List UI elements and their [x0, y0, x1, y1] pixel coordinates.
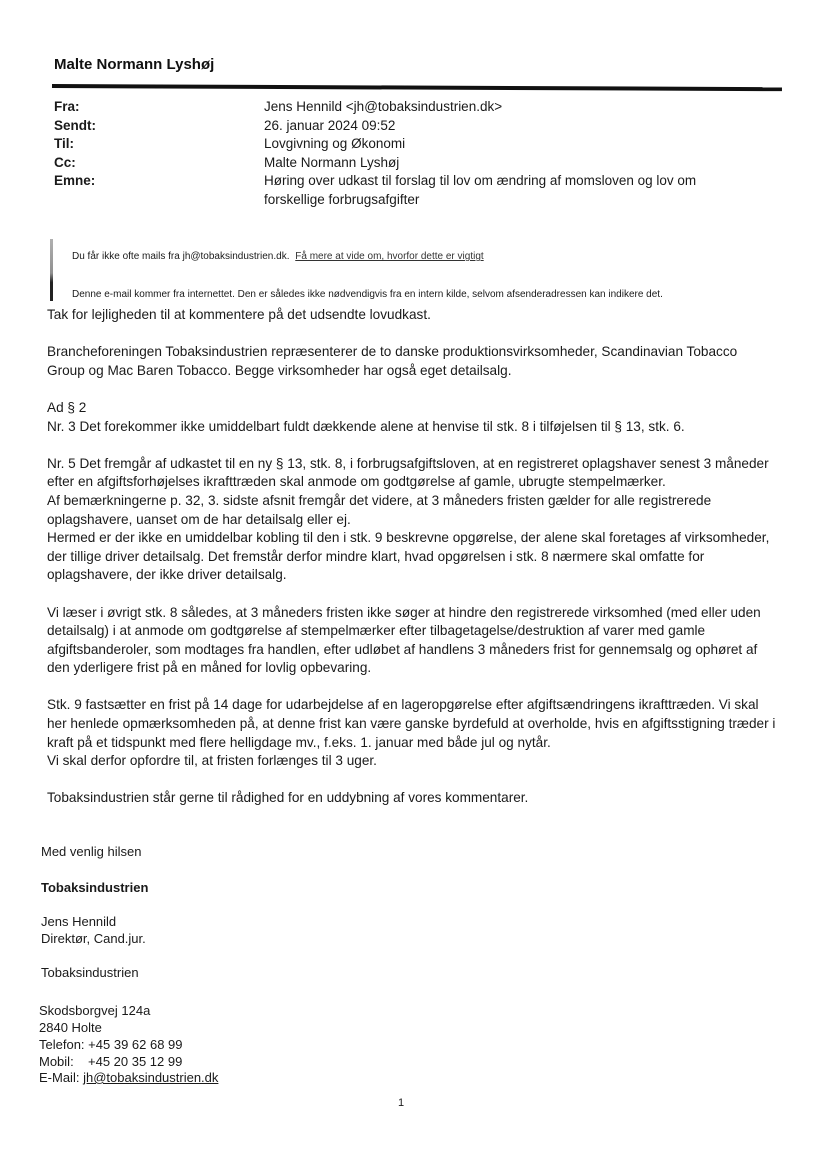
signature-address — [39, 1002, 150, 1036]
banner-accent-bar — [50, 239, 53, 301]
mailbox-owner-name: Malte Normann Lyshøj — [54, 56, 215, 73]
closing-greeting: Med venlig hilsen — [41, 844, 142, 859]
email-label: E-Mail: — [39, 1070, 80, 1085]
banner-external-warning: Denne e-mail kommer fra internettet. Den er således ikke nødvendigvis fra en intern kilde, selvom afsenderadressen kan indikere det. — [72, 289, 663, 300]
mobile-line — [39, 1054, 218, 1071]
mobile-value: +45 20 35 12 99 — [88, 1053, 183, 1069]
body-paragraph-nr5: Nr. 5 Det fremgår af udkastet til en ny § 13, stk. 8, i forbrugsafgiftsloven, at en registreret oplagshaver senest 3 måneder efter en afgiftsforhøjelses ikrafttræden skal anmode om godtgørelse af gamle, ubrugte stempelmærker. — [47, 455, 769, 490]
email-header-values — [264, 98, 744, 210]
signature-contact — [39, 1037, 218, 1087]
page-number: 1 — [398, 1097, 405, 1109]
subject-label: Emne: — [54, 173, 96, 189]
signature-title: Direktør, Cand.jur. — [41, 931, 146, 946]
body-paragraph-intro: Tak for lejligheden til at kommentere på det udsendte lovudkast. — [47, 307, 431, 322]
external-sender-banner — [50, 239, 770, 301]
email-link[interactable]: jh@tobaksindustrien.dk — [83, 1070, 219, 1085]
signature-city: 2840 Holte — [39, 1020, 102, 1035]
learn-more-link[interactable]: Få mere at vide om, hvorfor dette er vigtigt — [295, 251, 484, 262]
body-paragraph-nr3: Nr. 3 Det forekommer ikke umiddelbart fuldt dækkende alene at henvise til stk. 8 i tilføjelsen til § 13, stk. 6. — [47, 418, 685, 434]
email-body — [47, 306, 777, 827]
to-value: Lovgivning og Økonomi — [264, 136, 406, 152]
body-paragraph-association: Brancheforeningen Tobaksindustrien repræsenterer de to danske produktionsvirksomheder, Scandinavian Tobacco Group og Mac Baren Tobacco. Begge virksomheder har også eget detailsalg. — [47, 344, 738, 378]
from-value: Jens Hennild <jh@tobaksindustrien.dk> — [264, 99, 503, 114]
signature-name: Jens Hennild — [41, 914, 117, 929]
phone-label: Telefon: — [39, 1037, 85, 1052]
cc-value: Malte Normann Lyshøj — [264, 154, 400, 170]
mobile-label: Mobil: — [39, 1053, 74, 1069]
signature-org: Tobaksindustrien — [41, 965, 139, 980]
header-divider — [52, 84, 782, 91]
body-paragraph-stk8: Vi læser i øvrigt stk. 8 således, at 3 måneders fristen ikke søger at hindre den registrerede virksomhed (med eller uden detailsalg) i at anmode om godtgørelse af stempelmærker efter tilbagetagelse/destruktion af varer med gamle afgiftsbanderoler, som modtages fra handlen, efter udløbet af handlens 3 måneders frist for gennemsalg og ophøret af den yderligere frist på en måned for lovlig opbevaring. — [47, 604, 761, 676]
banner-notice-line — [72, 251, 484, 262]
body-paragraph-availability: Tobaksindustrien står gerne til rådighed for en uddybning af vores kommentarer. — [47, 790, 529, 806]
phone-line — [39, 1037, 218, 1054]
cc-label: Cc: — [54, 154, 76, 170]
body-paragraph-remarks: Af bemærkningerne p. 32, 3. sidste afsnit fremgår det videre, at 3 måneders fristen gælder for alle registrerede oplagshavere, uanset om de har detailsalg eller ej. — [47, 492, 712, 527]
body-paragraph-request: Vi skal derfor opfordre til, at fristen forlænges til 3 uger. — [47, 753, 377, 769]
sent-label: Sendt: — [54, 117, 96, 133]
banner-notice: Du får ikke ofte mails fra jh@tobaksindustrien.dk. — [72, 251, 290, 262]
signature-org-bold: Tobaksindustrien — [41, 880, 149, 895]
email-line — [39, 1070, 218, 1087]
from-label: Fra: — [54, 99, 80, 114]
email-header-labels — [54, 98, 96, 191]
phone-value: +45 39 62 68 99 — [88, 1037, 183, 1052]
body-section-heading: Ad § 2 — [47, 399, 87, 415]
body-paragraph-coupling: Hermed er der ikke en umiddelbar kobling til den i stk. 9 beskrevne opgørelse, der alene skal foretages af virksomheder, der tillige driver detailsalg. Det fremstår derfor mindre klart, hvad opgørelsen i stk. 8 nærmere skal omfatte for oplagshavere, der ikke driver detailsalg. — [47, 530, 770, 583]
body-paragraph-stk9: Stk. 9 fastsætter en frist på 14 dage for udarbejdelse af en lageropgørelse efter afgiftsændringens ikrafttræden. Vi skal her henlede opmærksomheden på, at denne frist kan være ganske byrdefuld at overholde, hvis en afgiftsstigning træder i kraft på et tidspunkt med flere helligdage mv., f.eks. 1. januar med både jul og nytår. — [47, 697, 776, 750]
to-label: Til: — [54, 136, 74, 152]
signature-person — [41, 913, 146, 947]
sent-value: 26. januar 2024 09:52 — [264, 117, 396, 133]
subject-value: Høring over udkast til forslag til lov om ændring af momsloven og lov om forskellige forbrugsafgifter — [264, 173, 697, 207]
signature-street: Skodsborgvej 124a — [39, 1003, 151, 1018]
